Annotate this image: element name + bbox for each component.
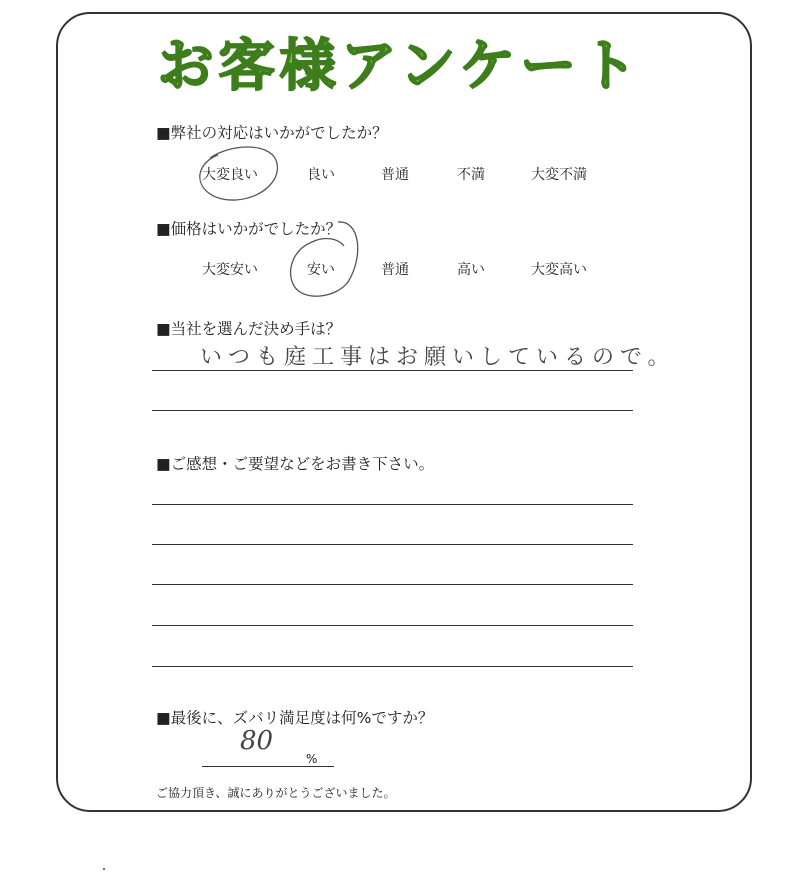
option-price-very-expensive[interactable]: 大変高い (531, 262, 587, 278)
comment-line (152, 544, 633, 545)
thank-you-note: ご協力頂き、誠にありがとうございました。 (156, 786, 396, 800)
option-service-dissatisfied[interactable]: 不満 (457, 167, 485, 183)
answer-line (152, 410, 633, 411)
option-price-expensive[interactable]: 高い (457, 262, 485, 278)
answer-line (152, 370, 633, 371)
percent-unit: % (306, 752, 318, 766)
comment-line (152, 625, 633, 626)
question-price: ■価格はいかがでしたか？ (156, 220, 342, 238)
option-price-very-cheap[interactable]: 大変安い (202, 262, 258, 278)
comment-line (152, 504, 633, 505)
question-deciding-factor: ■当社を選んだ決め手は？ (156, 320, 342, 338)
option-service-very-good[interactable]: 大変良い (202, 167, 258, 183)
question-comments: ■ご感想・ご要望などをお書き下さい。 (156, 455, 435, 473)
option-price-normal[interactable]: 普通 (381, 262, 409, 278)
page-title: お客様アンケート (157, 34, 643, 99)
option-service-good[interactable]: 良い (307, 167, 335, 183)
handwritten-satisfaction-value: 80 (240, 726, 274, 756)
question-service: ■弊社の対応はいかがでしたか？ (156, 124, 388, 142)
selection-circle-price (284, 216, 374, 316)
selection-circle-service (190, 136, 290, 208)
comment-line (152, 584, 633, 585)
handwritten-answer-deciding-factor: いつも庭工事はお願いしているので。 (200, 345, 676, 370)
option-service-very-dissatisfied[interactable]: 大変不満 (531, 167, 587, 183)
question-satisfaction: ■最後に、ズバリ満足度は何%ですか？ (156, 709, 434, 727)
satisfaction-line (202, 766, 334, 767)
option-service-normal[interactable]: 普通 (381, 167, 409, 183)
scan-speck (103, 868, 105, 870)
comment-line (152, 666, 633, 667)
option-price-cheap[interactable]: 安い (307, 262, 335, 278)
